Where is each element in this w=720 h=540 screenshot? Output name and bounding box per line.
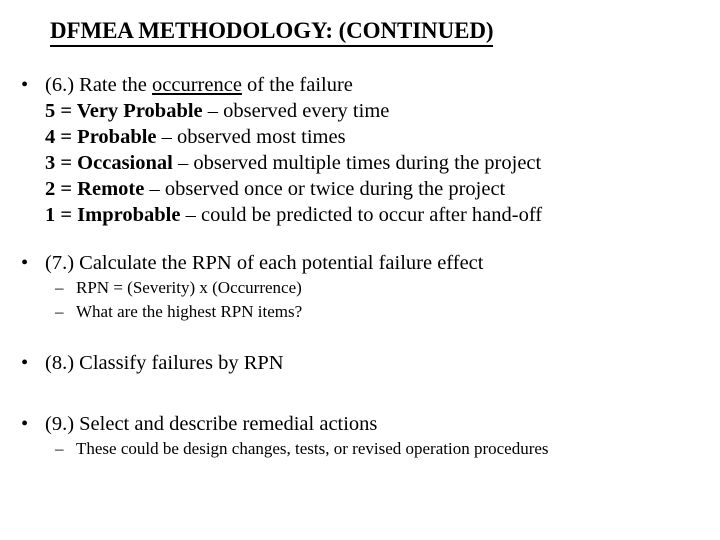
slide-body (0, 72, 720, 461)
rating-row (0, 150, 720, 176)
rating-key: 3 = Occasional (45, 152, 173, 174)
rating-dash: – (180, 204, 201, 226)
bullet-item-7-text: (7.) Calculate the RPN of each potential failure effect (45, 252, 484, 274)
bullet-item-6 (0, 72, 720, 98)
sub-bullet-item (0, 276, 720, 300)
sub-bullet-text: RPN = (Severity) x (Occurrence) (76, 278, 302, 297)
item-6-text-before: (6.) Rate the (45, 74, 153, 96)
sub-bullet-item (0, 300, 720, 324)
rating-key: 1 = Improbable (45, 204, 181, 226)
rating-desc: observed most times (177, 126, 346, 148)
rating-row (0, 98, 720, 124)
sub-bullet-item (0, 437, 720, 461)
bullet-marker-icon: • (21, 352, 29, 374)
spacer (0, 228, 720, 250)
spacer (0, 402, 720, 411)
rating-dash: – (172, 152, 194, 174)
dash-marker-icon: – (55, 278, 64, 297)
spacer (0, 324, 720, 350)
bullet-item-7 (0, 250, 720, 276)
rating-dash: – (202, 100, 224, 122)
bullet-item-9 (0, 411, 720, 437)
sub-bullet-text: These could be design changes, tests, or revised operation procedures (76, 439, 549, 458)
bullet-item-8-text: (8.) Classify failures by RPN (45, 352, 284, 374)
rating-desc: could be predicted to occur after hand-off (200, 204, 543, 226)
rating-key: 4 = Probable (45, 126, 157, 148)
bullet-item-6-text (45, 74, 353, 96)
rating-dash: – (144, 178, 165, 200)
rating-key: 2 = Remote (45, 178, 145, 200)
bullet-marker-icon: • (21, 252, 29, 274)
rating-row (0, 176, 720, 202)
dash-marker-icon: – (55, 302, 64, 321)
bullet-marker-icon: • (21, 74, 29, 96)
rating-row (0, 124, 720, 150)
rating-dash: – (156, 126, 178, 148)
item-6-text-after: of the failure (241, 74, 353, 96)
rating-desc: observed multiple times during the project (193, 152, 542, 174)
rating-row (0, 202, 720, 228)
item-6-underlined-word: occurrence (152, 74, 242, 96)
rating-key: 5 = Very Probable (45, 100, 203, 122)
dash-marker-icon: – (55, 439, 64, 458)
spacer (0, 376, 720, 402)
rating-desc: observed once or twice during the project (164, 178, 506, 200)
rating-desc: observed every time (223, 100, 390, 122)
page-title (50, 18, 493, 47)
page-title-text: DFMEA METHODOLOGY: (CONTINUED) (50, 18, 493, 47)
sub-bullet-text: What are the highest RPN items? (76, 302, 303, 321)
bullet-marker-icon: • (21, 413, 29, 435)
bullet-item-8 (0, 350, 720, 376)
bullet-item-9-text: (9.) Select and describe remedial actions (45, 413, 378, 435)
